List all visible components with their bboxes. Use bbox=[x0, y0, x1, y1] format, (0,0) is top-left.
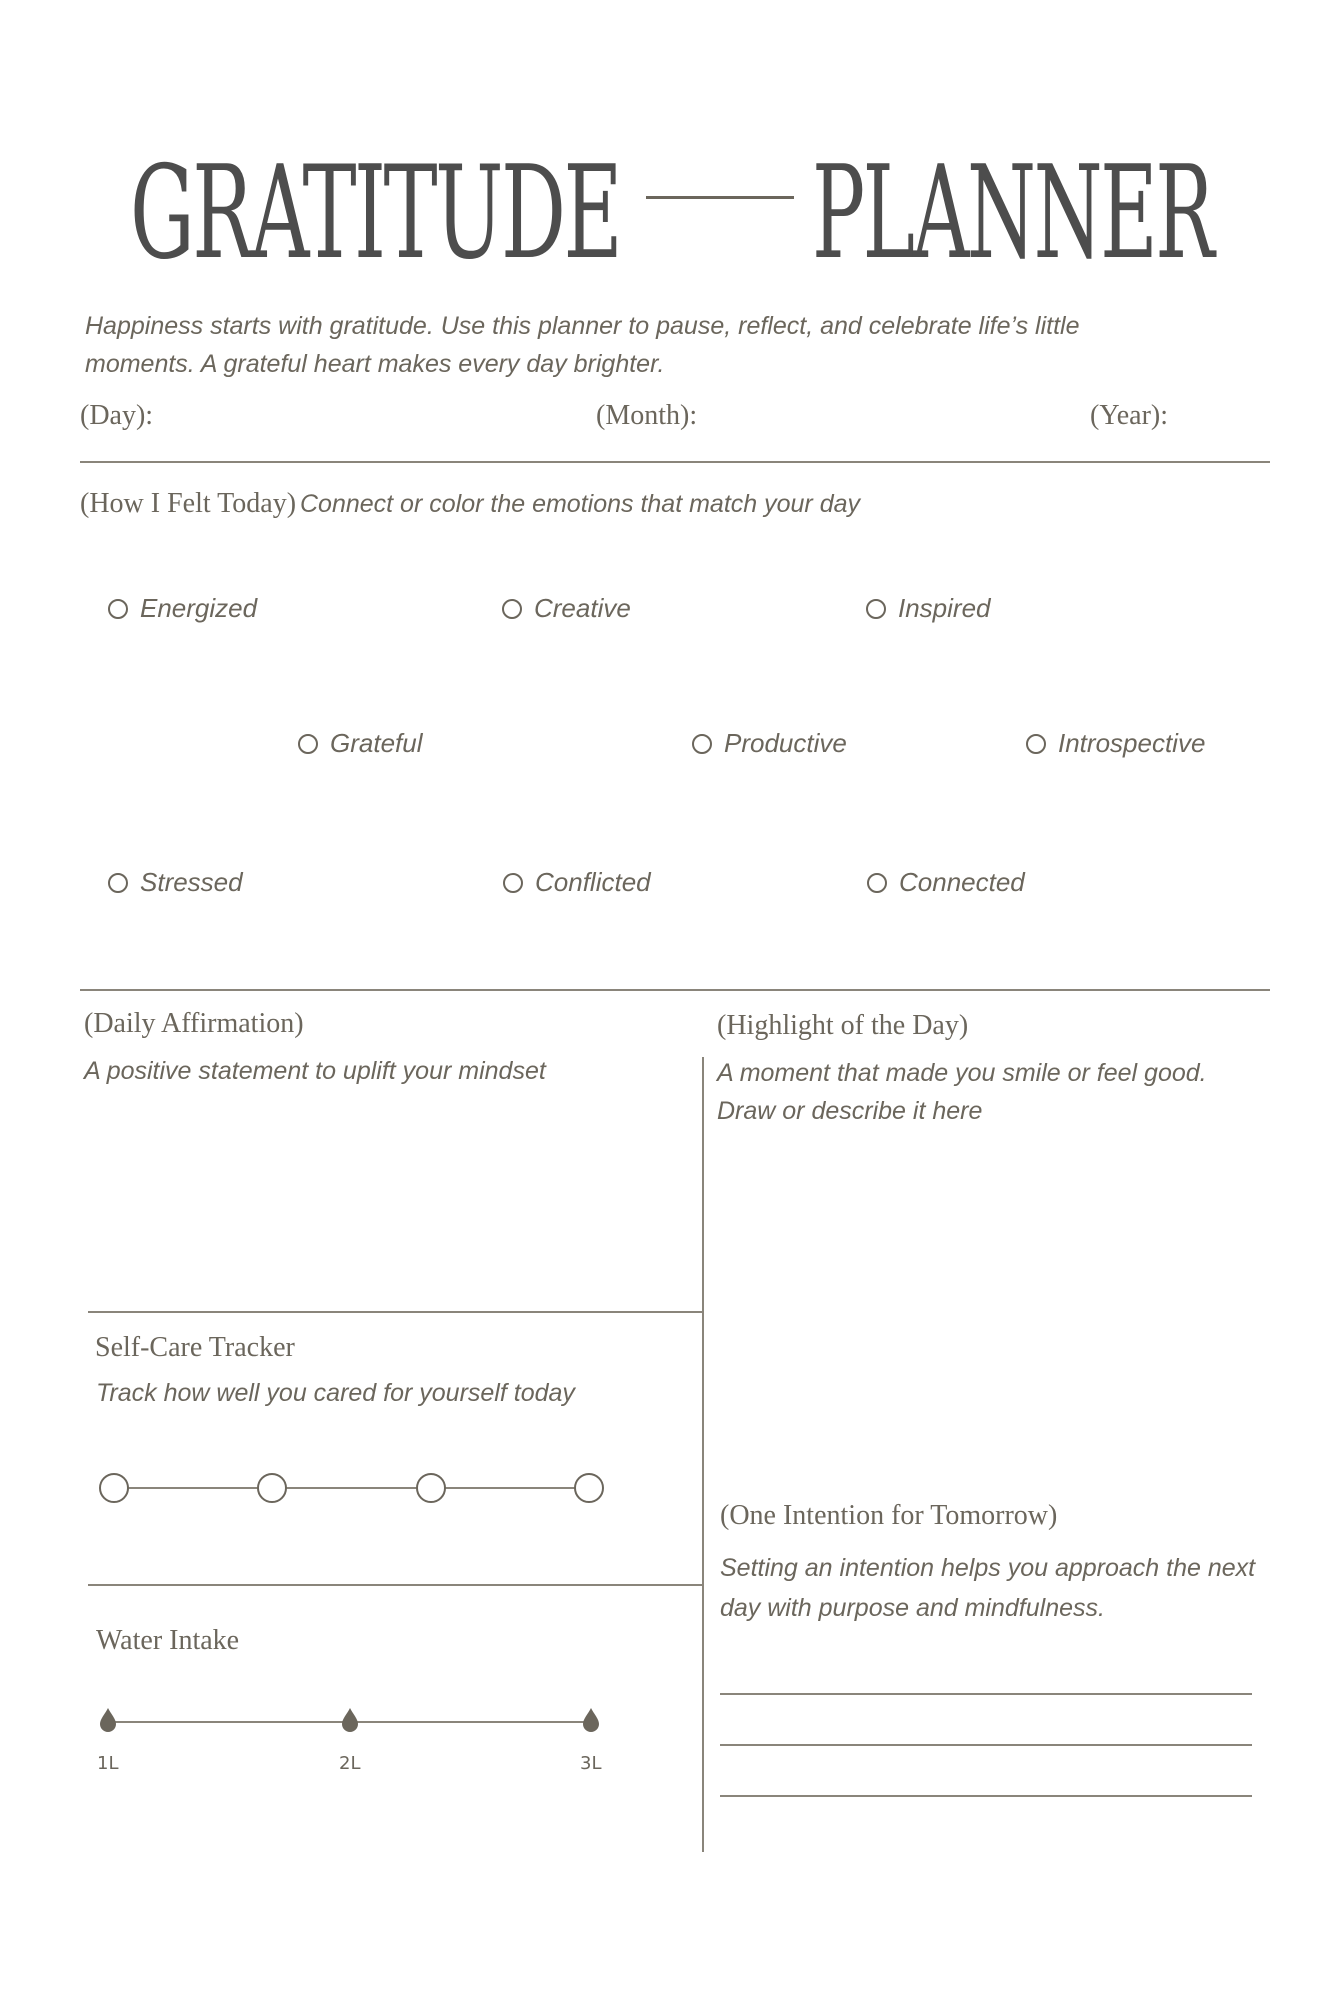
affirmation-rule bbox=[88, 1311, 704, 1313]
emotion-label: Grateful bbox=[330, 728, 423, 758]
emotion-checkbox[interactable] bbox=[866, 599, 886, 619]
emotion-checkbox[interactable] bbox=[692, 734, 712, 754]
intro-text: Happiness starts with gratitude. Use this planner to pause, reflect, and celebrate life’s little moments. A grateful heart makes every day brighter. bbox=[85, 312, 1080, 378]
date-rule bbox=[80, 461, 1270, 463]
self-care-description: Track how well you cared for yourself today bbox=[96, 1379, 575, 1407]
emotion-energized[interactable] bbox=[108, 593, 257, 624]
emotion-checkbox[interactable] bbox=[108, 873, 128, 893]
emotion-label: Inspired bbox=[898, 593, 991, 623]
emotion-label: Stressed bbox=[140, 867, 243, 897]
water-level-label: 1L bbox=[97, 1753, 119, 1774]
highlight-description: A moment that made you smile or feel good. Draw or describe it here bbox=[717, 1059, 1207, 1125]
tracker-step-2[interactable] bbox=[257, 1473, 287, 1503]
water-drop-icon[interactable] bbox=[581, 1707, 601, 1733]
emotion-checkbox[interactable] bbox=[503, 873, 523, 893]
tracker-line bbox=[114, 1487, 588, 1489]
year-label: (Year): bbox=[1090, 400, 1169, 431]
emotion-label: Connected bbox=[899, 867, 1025, 897]
feelings-heading: (How I Felt Today) bbox=[80, 488, 297, 519]
emotion-checkbox[interactable] bbox=[1026, 734, 1046, 754]
emotion-checkbox[interactable] bbox=[298, 734, 318, 754]
intention-writing-line-2[interactable] bbox=[720, 1744, 1252, 1746]
emotion-creative[interactable] bbox=[502, 593, 631, 624]
emotion-label: Productive bbox=[724, 728, 847, 758]
emotion-stressed[interactable] bbox=[108, 867, 243, 898]
self-care-rule bbox=[88, 1584, 704, 1586]
water-heading: Water Intake bbox=[96, 1625, 240, 1656]
emotion-conflicted[interactable] bbox=[503, 867, 651, 898]
self-care-heading: Self-Care Tracker bbox=[95, 1332, 295, 1363]
emotion-checkbox[interactable] bbox=[502, 599, 522, 619]
water-drop-icon[interactable] bbox=[340, 1707, 360, 1733]
column-divider bbox=[702, 1057, 704, 1852]
intention-heading: (One Intention for Tomorrow) bbox=[720, 1500, 1058, 1531]
feelings-rule bbox=[80, 989, 1270, 991]
emotion-label: Creative bbox=[534, 593, 631, 623]
emotion-label: Energized bbox=[140, 593, 258, 623]
emotion-grateful[interactable] bbox=[298, 728, 423, 759]
highlight-heading: (Highlight of the Day) bbox=[717, 1010, 969, 1041]
water-drop-icon[interactable] bbox=[98, 1707, 118, 1733]
emotion-checkbox[interactable] bbox=[108, 599, 128, 619]
tracker-step-4[interactable] bbox=[574, 1473, 604, 1503]
title-planner: PLANNER bbox=[812, 139, 1213, 288]
intention-writing-line-1[interactable] bbox=[720, 1693, 1252, 1695]
affirmation-description: A positive statement to uplift your mindset bbox=[84, 1057, 546, 1085]
title-gratitude: GRATITUDE bbox=[130, 139, 621, 288]
emotion-checkbox[interactable] bbox=[867, 873, 887, 893]
emotion-introspective[interactable] bbox=[1026, 728, 1205, 759]
affirmation-heading: (Daily Affirmation) bbox=[84, 1008, 304, 1039]
intention-writing-line-3[interactable] bbox=[720, 1795, 1252, 1797]
emotion-label: Conflicted bbox=[535, 867, 651, 897]
title-divider bbox=[646, 196, 794, 199]
emotion-label: Introspective bbox=[1058, 728, 1206, 758]
emotion-inspired[interactable] bbox=[866, 593, 991, 624]
tracker-step-3[interactable] bbox=[416, 1473, 446, 1503]
water-level-label: 2L bbox=[339, 1753, 361, 1774]
highlight-drawing-area[interactable] bbox=[717, 1140, 1267, 1490]
emotion-productive[interactable] bbox=[692, 728, 847, 759]
feelings-instruction: Connect or color the emotions that match your day bbox=[300, 490, 861, 518]
water-level-label: 3L bbox=[580, 1753, 602, 1774]
affirmation-writing-area[interactable] bbox=[84, 1095, 689, 1305]
month-label: (Month): bbox=[596, 400, 698, 431]
day-label: (Day): bbox=[80, 400, 154, 431]
emotion-connected[interactable] bbox=[867, 867, 1025, 898]
tracker-step-1[interactable] bbox=[99, 1473, 129, 1503]
intention-description: Setting an intention helps you approach the next day with purpose and mindfulness. bbox=[720, 1554, 1256, 1622]
